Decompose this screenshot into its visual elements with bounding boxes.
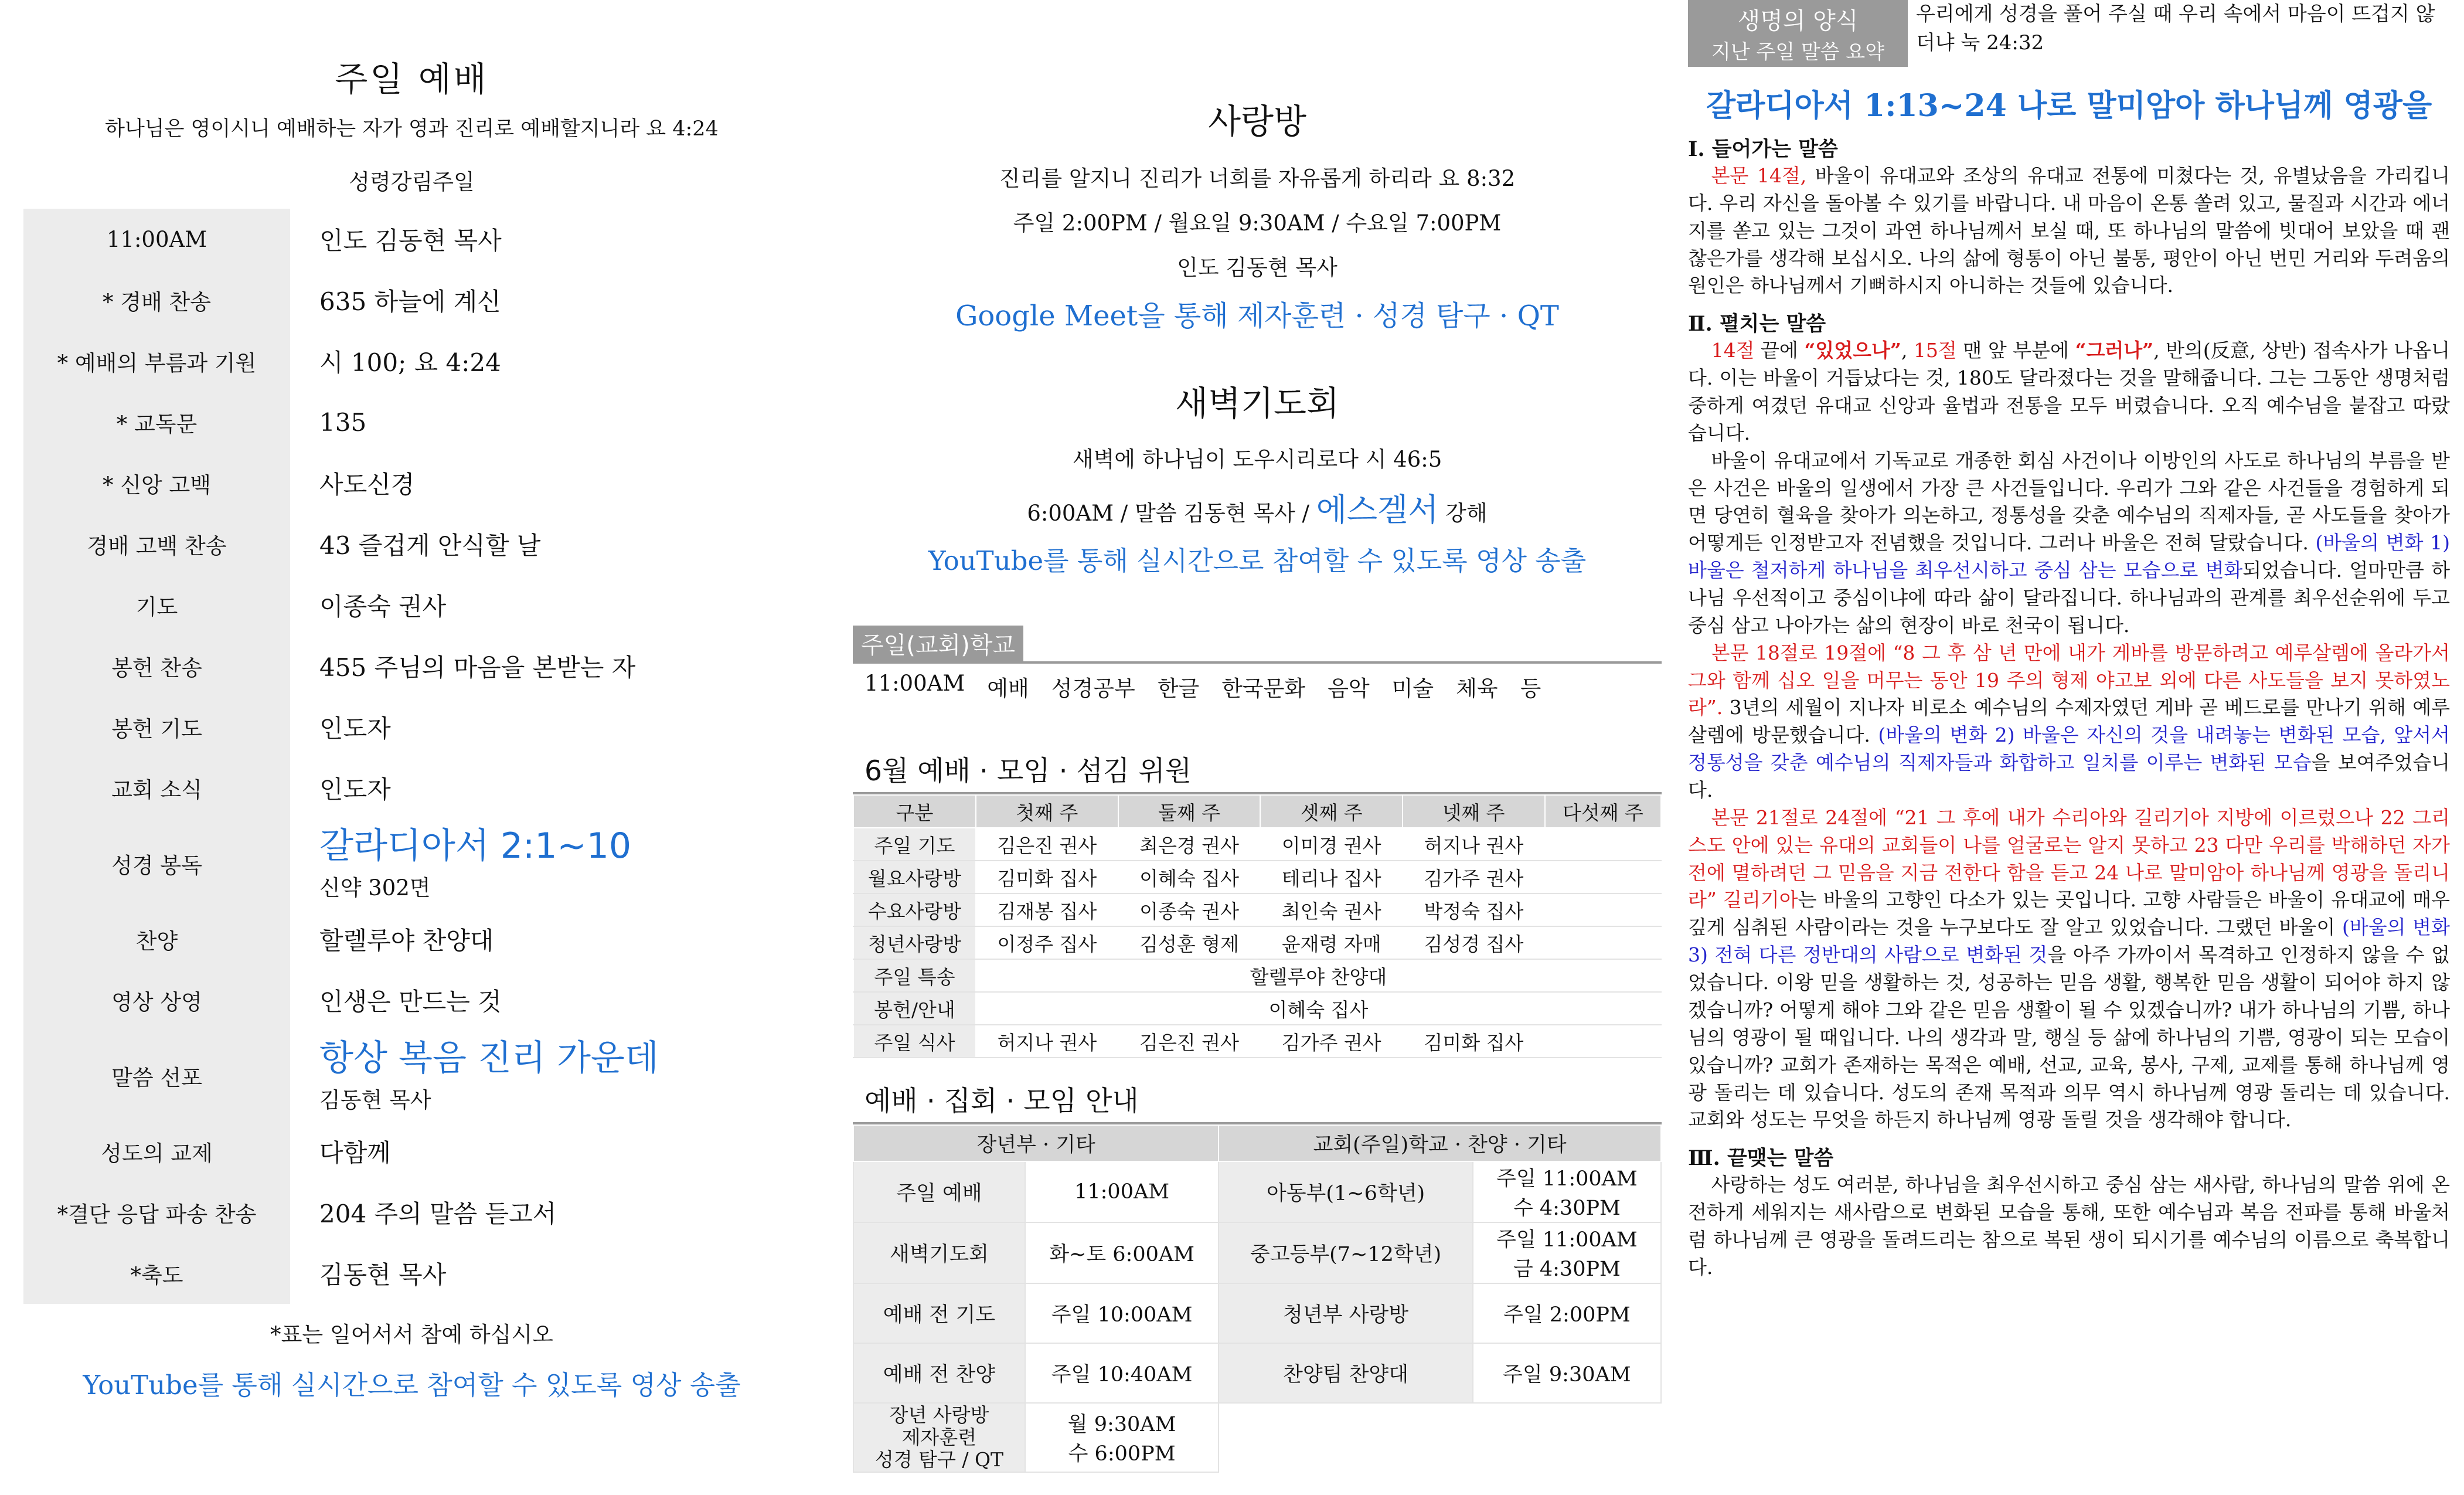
order-label: 11:00AM xyxy=(23,209,290,270)
summary-paragraph: 14절 끝에 “있었으나”, 15절 맨 앞 부분에 “그러나”, 반의(反意, 상반) 접속사가 나옵니다. 이는 바울이 거듭났다는 것, 180도 달라졌다는 것을 말해줍니다. 그는 그동안 생명처럼 중하게 여겼던 유대교 신앙과 율법과 전통을 모두 버렸습니다. 오직 예수님을 붙잡고 따랐습니다. xyxy=(1688,339,2450,444)
order-row xyxy=(23,909,800,970)
order-row xyxy=(23,331,800,392)
school-label: 주일(교회)학교 xyxy=(853,626,1023,661)
table-row: 월요사랑방 김미화 집사 이혜숙 집사 테리나 집사 김가주 권사 xyxy=(853,861,1661,893)
duty-title: 6월 예배 · 모임 · 섬김 위원 xyxy=(853,749,1662,794)
order-label: * 경배 찬송 xyxy=(23,270,290,331)
summary-paragraph: 바울이 유대교에서 기독교로 개종한 회심 사건이나 이방인의 사도로 하나님의 부름을 받은 사건은 바울의 일생에서 가장 큰 사건들입니다. 우리가 그와 같은 사건들을 경험하게 되면 당연히 혈육을 찾아가 의논하고, 정통성을 갖춘 예수님의 직제자들, 곧 사도들을 찾아가 어떻게든 인정받고자 전념했을 것입니다. 그러나 바울은 전혀 달랐습니다. (바울의 변화 1) 바울은 철저하게 하나님을 최우선시하고 중심 삼는 모습으로 변화되었습니다. 얼마만큼 하나님 우선적이고 중심이냐에 따라 삶이 달라집니다. 하나님과의 관계를 최우선순위에 두고 중심 삼고 나아가는 삶의 현장이 바로 천국이 됩니다. xyxy=(1688,448,2450,637)
order-value: 204 주의 말씀 듣고서 xyxy=(319,1200,557,1228)
scripture-reference: 갈라디아서 2:1~10 xyxy=(319,825,632,867)
summary-header xyxy=(1688,0,2450,67)
table-row: 주일 예배 11:00AM 아동부(1~6학년) 주일 11:00AM 수 4:30PM xyxy=(853,1161,1661,1222)
order-value: 사도신경 xyxy=(319,470,415,499)
order-value: 김동현 목사 xyxy=(319,1260,447,1289)
info-column xyxy=(853,0,1662,1495)
sarangbang-leader: 인도 김동현 목사 xyxy=(1177,255,1337,280)
worship-subtitle: 성령강림주일 xyxy=(349,169,475,195)
order-value: 인도 김동현 목사 xyxy=(319,226,502,255)
summary-label-box: 생명의 양식 지난 주일 말씀 요약 xyxy=(1688,0,1908,67)
order-label: 찬양 xyxy=(23,909,290,970)
order-row xyxy=(23,270,800,331)
order-label: 성도의 교제 xyxy=(23,1121,290,1182)
order-row xyxy=(23,970,800,1031)
summary-paragraph: 본문 18절로 19절에 “8 그 후 삼 년 만에 내가 게바를 방문하려고 예루살렘에 올라가서 그와 함께 십오 일을 머무는 동안 19 주의 형제 야고보 외에 다른 사도들을 보지 못하였노라”. 3년의 세월이 지나자 비로소 예수님의 수제자였던 게바 곧 베드로를 만나기 위해 예루살렘에 방문했습니다. (바울의 변화 2) 바울은 자신의 것을 내려놓는 변화된 모습, 앞서서 정통성을 갖춘 예수님의 직제자들과 화합하고 일치를 이루는 변화된 모습을 보여주었습니다. xyxy=(1688,641,2451,802)
order-label: 성경 봉독 xyxy=(23,818,290,909)
sermon-preacher: 김동현 목사 xyxy=(319,1087,431,1113)
order-row xyxy=(23,1243,800,1304)
table-row: 예배 전 기도 주일 10:00AM 청년부 사랑방 주일 2:00PM xyxy=(853,1283,1661,1343)
meetings-table xyxy=(853,1124,1662,1473)
order-value: 635 하늘에 계신 xyxy=(319,287,501,316)
order-row xyxy=(23,636,800,696)
summary-paragraph: 본문 21절로 24절에 “21 그 후에 내가 수리아와 길리기아 지방에 이르렀으나 22 그리스도 안에 있는 유대의 교회들이 나를 얼굴로는 알지 못하고 23 다만 우리를 박해하던 자가 전에 멸하려던 그 믿음을 지금 전한다 함을 듣고 24 나로 말미암아 하나님께 영광을 돌리니라” 길리기아는 바울의 고향인 다소가 있는 곳입니다. 고향 사람들은 바울이 유대교에 매우 깊게 심취된 사람이라는 것을 누구보다도 잘 알고 있었습니다. 그랬던 바울이 (바울의 변화 3) 전혀 다른 정반대의 사람으로 변화된 것을 아주 가까이서 목격하고 인정하지 않을 수 없었습니다. 이왕 믿을 생활하는 것, 성공하는 믿음 생활, 행복한 믿음 생활이 되어야 하지 않겠습니까? 어떻게 해야 그와 같은 믿음 생활이 될 수 있겠습니까? 내가 하나님의 기쁨, 하나님의 영광이 될 때입니다. 나의 생각과 말, 행실 등 삶에 하나님의 기쁨, 영광이 되는 모습이 있습니까? 교회가 존재하는 목적은 예배, 선교, 교육, 봉사, 구제, 교제를 통해 하나님께 영광 돌리는 데 있습니다. 성도의 존재 목적과 의무 역시 하나님께 영광 돌리는 데 있습니다. 교회와 성도는 무엇을 하든지 하나님께 영광 돌릴 것을 생각해야 합니다. xyxy=(1688,806,2450,1132)
table-row: 청년사랑방 이정주 집사 김성훈 형제 윤재령 자매 김성경 집사 xyxy=(853,926,1661,959)
dawn-title: 새벽기도회 xyxy=(1175,383,1340,423)
order-value: 다함께 xyxy=(319,1139,391,1167)
order-label: 교회 소식 xyxy=(23,757,290,818)
order-row xyxy=(23,453,800,514)
order-value: 이종숙 권사 xyxy=(319,592,447,621)
order-row xyxy=(23,1182,800,1243)
order-label: * 교독문 xyxy=(23,392,290,453)
section-heading: Ⅰ. 들어가는 말씀 xyxy=(1688,137,1838,161)
summary-paragraph: 사랑하는 성도 여러분, 하나님을 최우선시하고 중심 삼는 새사람, 하나님의 말씀 위에 온전하게 세워지는 새사람으로 변화된 모습을 통해, 또한 예수님과 복음 전파를 통해 바울처럼 하나님께 큰 영광을 돌려드리는 참으로 복된 생이 되시기를 예수님의 이름으로 축복합니다. xyxy=(1688,1173,2450,1279)
order-value: 43 즐겁게 안식할 날 xyxy=(319,531,541,560)
table-row: 새벽기도회 화~토 6:00AM 중고등부(7~12학년) 주일 11:00AM 금 4:30PM xyxy=(853,1222,1661,1283)
order-row xyxy=(23,757,800,818)
table-row: 봉헌/안내 이혜숙 집사 xyxy=(853,992,1661,1025)
standing-note: *표는 일어서서 참예 하십시오 xyxy=(270,1322,553,1347)
sarangbang-verse: 진리를 알지니 진리가 너희를 자유롭게 하리라 요 8:32 xyxy=(999,166,1516,191)
order-value: 455 주님의 마음을 본받는 자 xyxy=(319,653,636,682)
summary-sermon-title: 갈라디아서 1:13~24 나로 말미암아 하나님께 영광을 xyxy=(1706,88,2432,124)
order-row xyxy=(23,1121,800,1182)
order-value: 인생은 만드는 것 xyxy=(319,987,502,1016)
dawn-book: 에스겔서 xyxy=(1316,491,1439,528)
order-label: 기도 xyxy=(23,575,290,636)
order-row xyxy=(23,575,800,636)
order-label: 말씀 선포 xyxy=(23,1031,290,1121)
scripture-page: 신약 302면 xyxy=(319,875,431,901)
order-row xyxy=(23,209,800,270)
order-value: 135 xyxy=(319,407,367,437)
order-value: 시 100; 요 4:24 xyxy=(319,348,501,377)
order-label: *축도 xyxy=(23,1243,290,1304)
sermon-summary-column xyxy=(1688,0,2450,1495)
order-of-worship xyxy=(23,209,800,1304)
worship-verse: 하나님은 영이시니 예배하는 자가 영과 진리로 예배할지니라 요 4:24 xyxy=(105,117,719,141)
school-schedule: 11:00AM 예배 성경공부 한글 한국문화 음악 미술 체육 등 xyxy=(865,671,1541,701)
order-row xyxy=(23,392,800,453)
section-heading: Ⅲ. 끝맺는 말씀 xyxy=(1688,1146,1834,1171)
order-row xyxy=(23,514,800,575)
sermon-title: 항상 복음 진리 가운데 xyxy=(319,1037,659,1079)
worship-column xyxy=(23,0,800,1495)
meetings-title: 예배 · 집회 · 모임 안내 xyxy=(853,1079,1662,1124)
order-label: 영상 상영 xyxy=(23,970,290,1031)
table-row: 예배 전 찬양 주일 10:40AM 찬양팀 찬양대 주일 9:30AM xyxy=(853,1343,1661,1403)
table-row: 주일 식사 허지나 권사 김은진 권사 김가주 권사 김미화 집사 xyxy=(853,1025,1661,1058)
worship-title: 주일 예배 xyxy=(335,59,489,99)
sarangbang-online: Google Meet을 통해 제자훈련 · 성경 탐구 · QT xyxy=(955,300,1559,332)
table-header-row: 장년부 · 기타 교회(주일)학교 · 찬양 · 기타 xyxy=(853,1125,1661,1161)
order-label: * 예배의 부름과 기원 xyxy=(23,331,290,392)
sarangbang-times: 주일 2:00PM / 월요일 9:30AM / 수요일 7:00PM xyxy=(1013,210,1502,236)
dawn-verse: 새벽에 하나님이 도우시리로다 시 46:5 xyxy=(1072,447,1442,472)
order-label: 봉헌 찬송 xyxy=(23,636,290,696)
table-row: 수요사랑방 김재봉 집사 이종숙 권사 최인숙 권사 박정숙 집사 xyxy=(853,893,1661,926)
order-row xyxy=(23,696,800,757)
order-label: * 신앙 고백 xyxy=(23,453,290,514)
order-value: 인도자 xyxy=(319,775,391,804)
dawn-youtube: YouTube를 통해 실시간으로 참여할 수 있도록 영상 송출 xyxy=(928,545,1587,576)
table-row: 주일 특송 할렐루야 찬양대 xyxy=(853,959,1661,992)
table-header-row: 구분 첫째 주 둘째 주 셋째 주 넷째 주 다섯째 주 xyxy=(853,795,1661,828)
order-value: 할렐루야 찬양대 xyxy=(319,926,494,955)
duty-table xyxy=(853,794,1662,1058)
summary-paragraph: 본문 14절, 바울이 유대교와 조상의 유대교 전통에 미쳤다는 것, 유별났음을 가리킵니다. 우리 자신을 돌아볼 수 있기를 바랍니다. 내 마음이 온통 쏠려 있고, 물질과 시간과 에너지를 쏟고 있는 그것이 과연 하나님께서 보실 때, 또 하나님의 말씀에 빗대어 보았을 때 괜찮은가를 생각해 보십시오. 나의 삶에 형통이 아닌 불통, 평안이 아닌 번민 거리와 두려움의 원인은 하나님께서 기뻐하시지 아니하는 것들에 있습니다. xyxy=(1688,164,2450,297)
youtube-notice: YouTube를 통해 실시간으로 참여할 수 있도록 영상 송출 xyxy=(83,1370,741,1401)
dawn-time: 6:00AM / 말씀 김동현 목사 / 에스겔서 강해 xyxy=(1027,491,1488,528)
order-label: *결단 응답 파송 찬송 xyxy=(23,1182,290,1243)
table-row: 주일 기도 김은진 권사 최은경 권사 이미경 권사 허지나 권사 xyxy=(853,828,1661,861)
order-label: 경배 고백 찬송 xyxy=(23,514,290,575)
order-label: 봉헌 기도 xyxy=(23,696,290,757)
summary-verse: 우리에게 성경을 풀어 주실 때 우리 속에서 마음이 뜨겁지 않더냐 눅 24:32 xyxy=(1916,2,2435,55)
order-value: 인도자 xyxy=(319,714,391,743)
scripture-row xyxy=(23,818,800,909)
section-heading: Ⅱ. 펼치는 말씀 xyxy=(1688,312,1826,337)
sermon-row xyxy=(23,1031,800,1121)
sarangbang-title: 사랑방 xyxy=(1207,101,1307,141)
table-row: 장년 사랑방 제자훈련 성경 탐구 / QT 월 9:30AM 수 6:00PM xyxy=(853,1403,1661,1472)
